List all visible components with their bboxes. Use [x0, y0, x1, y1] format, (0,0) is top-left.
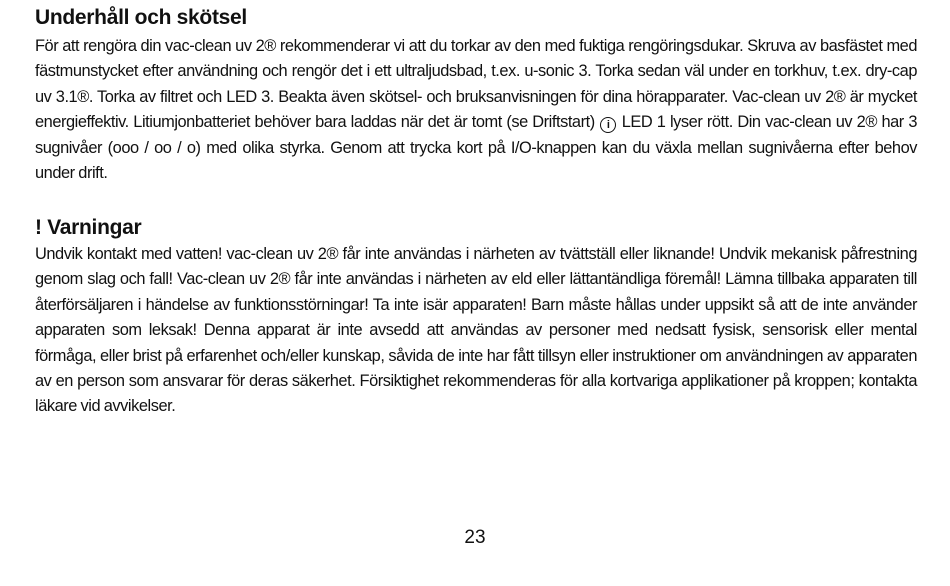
page-number: 23 — [464, 527, 486, 548]
warnings-paragraph: Undvik kontakt med vatten! vac-clean uv 2® får inte användas i närheten av tvättställ eller liknande! Undvik mekanisk påfrestning genom slag och fall! Vac-clean uv 2® får inte användas i närheten av eld eller lättantändliga föremål! Lämna tillbaka apparaten till återförsäljaren i händelse av funktionsstörningar! Ta inte isär apparaten! Barn måste hållas under uppsikt så att de inte använder apparaten som leksak! Denna apparat är inte avsedd att användas av personer med nedsatt fysisk, sensorisk eller mental förmåga, eller brist på erfarenhet och/eller kunskap, såvida de inte har fått tillsyn eller instruktioner om användningen av apparaten av en person som ansvarar för deras säkerhet. Försiktighet rekommenderas för alla kortvariga applikationer på kroppen; kontakta läkare vid avvikelser. — [35, 245, 917, 416]
maintenance-paragraph — [35, 34, 917, 186]
info-icon: i — [600, 117, 616, 133]
section-title-warnings: ! Varningar — [35, 216, 142, 239]
section-title-maintenance: Underhåll och skötsel — [35, 6, 247, 29]
maintenance-text-part-2: LED 1 lyser rött. Din vac-clean uv 2® har 3 sugnivåer (ooo / oo / o) med olika styrka. Genom att trycka kort på I/O-knappen kan du växla mellan sugnivåerna efter behov under drift. — [35, 113, 917, 183]
maintenance-text-part-1: För att rengöra din vac-clean uv 2® rekommenderar vi att du torkar av den med fuktiga rengöringsdukar. Skruva av basfästet med fästmunstycket efter användning och rengör det i ett ultraljudsbad, t.ex. u-sonic 3. Torka sedan väl under en torkhuv, t.ex. dry-cap uv 3.1®. Torka av filtret och LED 3. Beakta även skötsel- och bruksanvisningen för dina hörapparater. Vac-clean uv 2® är mycket energieffektiv. Litiumjonbatteriet behöver bara laddas när det är tomt (se Driftstart) — [35, 37, 917, 132]
